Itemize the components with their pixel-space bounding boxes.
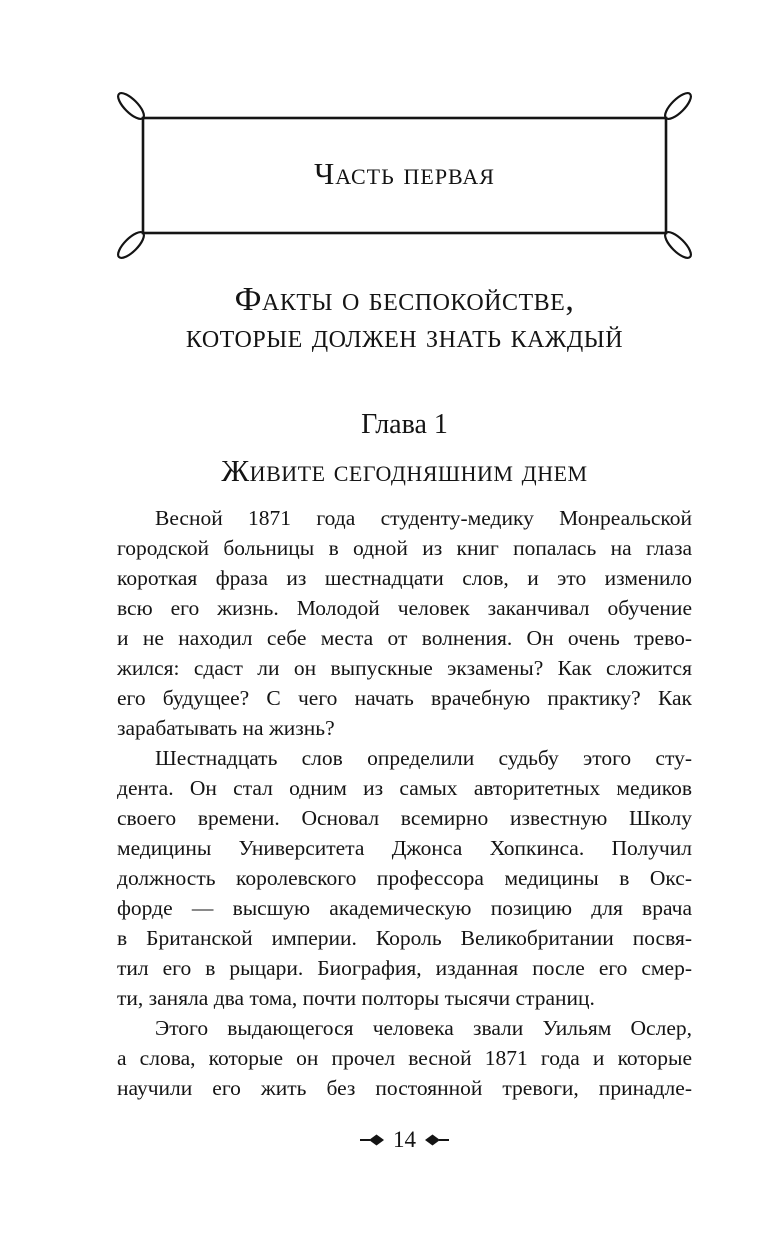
corner-loop-top-right [661, 89, 694, 122]
body-line: дента. Он стал одним из самых авторитетных медиков [117, 776, 692, 800]
body-line: Весной 1871 года студенту-медику Монреальской [155, 506, 692, 530]
body-line: всю его жизнь. Молодой человек заканчивал обучение [117, 596, 692, 620]
body-line: своего времени. Основал всемирно известную Школу [117, 806, 692, 830]
corner-loop-bottom-right [661, 228, 694, 261]
body-line: жился: сдаст ли он выпускные экзамены? Как сложится [117, 656, 692, 680]
body-line: короткая фраза из шестнадцати слов, и это изменило [117, 566, 692, 590]
body-line: и не находил себе места от волнения. Он очень трево- [117, 626, 692, 650]
body-line: должность королевского профессора медицины в Окс- [117, 866, 692, 890]
section-title-line1: Факты о беспокойстве, [234, 281, 575, 318]
section-title [117, 281, 692, 355]
body-text [117, 503, 692, 1103]
body-line: ти, заняла два тома, почти полторы тысячи страниц. [117, 986, 595, 1010]
body-line: Шестнадцать слов определили судьбу этого сту- [155, 746, 692, 770]
body-line: городской больницы в одной из книг попалась на глаза [117, 536, 692, 560]
corner-loop-top-left [114, 89, 147, 122]
diamond-ornament-right-icon [423, 1133, 450, 1147]
body-line: форде — высшую академическую позицию для врача [117, 896, 692, 920]
body-line: медицины Университета Джонса Хопкинса. Получил [117, 836, 692, 860]
page-footer [117, 1126, 692, 1154]
section-title-line2: которые должен знать каждый [185, 318, 624, 355]
diamond-ornament-left-icon [359, 1133, 386, 1147]
chapter-title: Живите сегодняшним днем [221, 453, 588, 488]
body-line: зарабатывать на жизнь? [117, 716, 335, 740]
body-line: а слова, которые он прочел весной 1871 года и которые [117, 1046, 692, 1070]
body-line: тил его в рыцари. Биография, изданная после его смер- [117, 956, 692, 980]
corner-loop-bottom-left [114, 228, 147, 261]
page-number: 14 [393, 1127, 416, 1152]
body-line: в Британской империи. Король Великобритании посвя- [117, 926, 692, 950]
part-label: Часть первая [314, 156, 495, 191]
body-line: Этого выдающегося человека звали Уильям Ослер, [155, 1016, 692, 1040]
chapter-label: Глава 1 [361, 409, 448, 440]
body-line: научили его жить без постоянной тревоги, принадле- [117, 1076, 692, 1100]
body-line: его будущее? С чего начать врачебную практику? Как [117, 686, 692, 710]
